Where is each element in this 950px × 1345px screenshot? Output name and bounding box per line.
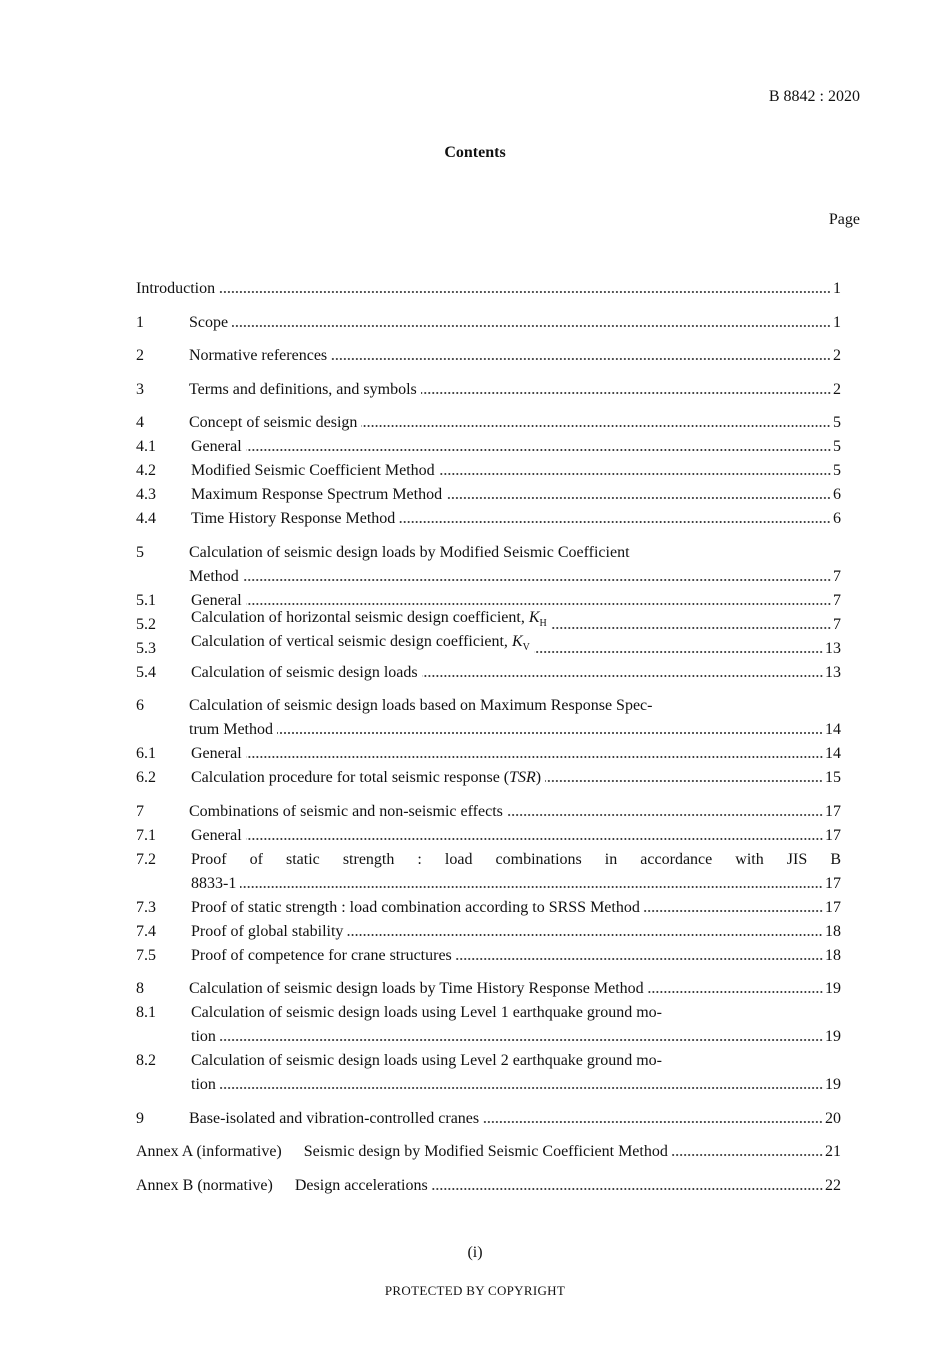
toc-entry-8-2-cont[interactable] [136,1073,841,1097]
toc-page: 1 [833,280,841,297]
toc-page: 22 [825,1176,841,1194]
dot-leader [421,390,831,396]
dot-leader [422,673,823,679]
toc-entry-7-3[interactable] [136,896,841,920]
toc-title [191,766,541,790]
toc-title-line1: Calculation of seismic design loads using Level 1 earthquake ground mo- [191,1004,662,1021]
toc-page: 7 [833,591,841,609]
dot-leader [243,577,831,583]
toc-title-line2: 8833-1 [191,874,237,892]
page-title: Contents [444,144,506,161]
toc-title: General [191,591,242,609]
toc-entry-5-3[interactable] [136,633,841,661]
toc-title-text: Calculation procedure for total seismic response ( [191,769,510,786]
toc-entry-5[interactable] [136,541,841,565]
dot-leader [232,323,831,329]
toc-entry-7[interactable] [136,800,841,824]
toc-entry-8-2[interactable] [136,1049,841,1073]
toc-entry-4-2[interactable] [136,459,841,483]
dot-leader [507,812,823,818]
dot-leader [399,519,831,525]
toc-page: 18 [825,922,841,940]
toc-entry-6-1[interactable] [136,742,841,766]
toc-entry-8-1-cont[interactable] [136,1025,841,1049]
toc-page: 7 [833,567,841,585]
dot-leader [534,649,823,655]
toc-number: 7.5 [136,946,156,964]
dot-leader [240,884,823,890]
toc-number: 4.4 [136,510,156,527]
dot-leader [446,495,831,501]
toc-title-text: Calculation of horizontal seismic design coefficient, [191,609,529,627]
copyright-notice: PROTECTED BY COPYRIGHT [384,1283,566,1298]
toc-page: 19 [825,1076,841,1093]
footer-page-number: (i) [467,1244,483,1261]
standard-number: B 8842 : 2020 [768,88,860,105]
toc-number: 6.2 [136,769,156,786]
toc-title: Proof of static strength : load combination according to SRSS Method [191,898,640,916]
toc-title-line2: tion [191,1028,216,1045]
toc-title-line2: trum Method [189,721,273,738]
toc-title: Maximum Response Spectrum Method [191,486,443,503]
toc-page: 5 [833,414,841,431]
toc-title [191,630,530,660]
toc-page: 6 [833,510,841,527]
toc-title: Proof of competence for crane structures [191,946,452,964]
toc-title: Design accelerations [294,1176,428,1194]
toc-entry-8-1[interactable] [136,1001,841,1025]
toc-title: Scope [189,313,229,331]
toc-entry-6[interactable] [136,694,841,718]
symbol-subscript: H [539,618,547,630]
toc-number: 2 [136,347,144,364]
toc-page: 1 [833,313,841,331]
toc-entry-4-1[interactable] [136,435,841,459]
dot-leader [545,778,823,784]
toc-number: 1 [136,313,144,331]
symbol: TSR [509,769,536,786]
dot-leader [361,423,831,429]
toc-entry-4[interactable] [136,411,841,435]
toc-number: 5.2 [136,615,156,633]
symbol-subscript: V [522,642,530,654]
toc-page: 2 [833,347,841,364]
dot-leader [246,754,823,760]
toc-entry-annex-b[interactable] [136,1174,841,1198]
toc-title-line1: Calculation of seismic design loads based on Maximum Response Spec- [189,697,653,714]
dot-leader [672,1152,823,1158]
page-column-heading: Page [828,211,860,228]
toc-number: 7.2 [136,850,156,868]
toc-number: 8 [136,980,144,997]
toc-page: 7 [833,615,841,633]
toc-number: 4 [136,414,144,431]
toc-entry-6-2[interactable] [136,766,841,790]
toc-title: Normative references [189,347,328,364]
toc-title: Concept of seismic design [189,414,358,431]
dot-leader [347,932,823,938]
dot-leader [220,1085,823,1091]
toc-number: 6 [136,697,144,714]
toc-page: 2 [833,380,841,398]
toc-title: Modified Seismic Coefficient Method [191,462,435,479]
toc-page: 13 [825,639,841,657]
toc-number: 7.1 [136,826,156,844]
toc-number: 4.2 [136,462,156,479]
toc-number: 8.1 [136,1004,156,1021]
toc-page: 21 [825,1143,841,1160]
toc-entry-introduction[interactable] [136,277,841,301]
toc-page: 5 [833,438,841,455]
toc-entry-annex-a[interactable] [136,1140,841,1164]
dot-leader [331,356,831,362]
toc-entry-7-1[interactable] [136,824,841,848]
toc-title-line2: Method [189,567,239,585]
toc-number: 8.2 [136,1052,156,1069]
toc-number: 6.1 [136,745,156,762]
table-of-contents [136,277,841,1198]
dot-leader [456,956,823,962]
toc-title-line1: Proof of static strength : load combinations in accordance with JIS B [191,850,841,868]
toc-title: Time History Response Method [191,510,396,527]
dot-leader [277,730,823,736]
toc-title: Introduction [136,280,216,297]
toc-page: 18 [825,946,841,964]
toc-title: Calculation of seismic design loads by Time History Response Method [189,980,644,997]
toc-title: Base-isolated and vibration-controlled cranes [189,1109,480,1127]
dot-leader [246,447,831,453]
toc-title-text: Calculation of vertical seismic design coefficient, [191,633,512,651]
toc-entry-5-4[interactable] [136,661,841,685]
toc-title: Calculation of seismic design loads [191,663,418,681]
toc-entry-4-4[interactable] [136,507,841,531]
toc-number: 9 [136,1109,144,1127]
dot-leader [483,1119,823,1125]
toc-number: 5.3 [136,639,156,657]
toc-number: 7.3 [136,898,156,916]
toc-title: Terms and definitions, and symbols [189,380,417,398]
toc-title-end: ) [535,769,542,786]
toc-entry-3[interactable] [136,378,841,402]
annex-label: Annex A (informative) [136,1143,282,1160]
toc-title: General [191,745,242,762]
toc-entry-7-2[interactable] [136,848,841,872]
toc-page: 19 [825,980,841,997]
toc-entry-7-5[interactable] [136,944,841,968]
toc-page: 14 [825,745,841,762]
toc-entry-8[interactable] [136,977,841,1001]
toc-title: Seismic design by Modified Seismic Coefficient Method [303,1143,668,1160]
toc-entry-9[interactable] [136,1107,841,1131]
toc-number: 7 [136,802,144,820]
toc-number: 4.3 [136,486,156,503]
toc-page: 13 [825,663,841,681]
symbol: K [528,609,540,627]
toc-title: Proof of global stability [191,922,344,940]
toc-entry-6-cont[interactable] [136,718,841,742]
dot-leader [220,1037,823,1043]
dot-leader [246,836,823,842]
toc-number: 5.1 [136,591,156,609]
toc-page: 15 [825,769,841,786]
toc-entry-7-2-cont[interactable] [136,872,841,896]
dot-leader [648,989,823,995]
toc-page: 17 [825,898,841,916]
toc-title: General [191,438,242,455]
dot-leader [432,1186,823,1192]
toc-page: 17 [825,826,841,844]
toc-title: General [191,826,242,844]
toc-title-line1: Calculation of seismic design loads by Modified Seismic Coefficient [189,543,630,561]
toc-entry-4-3[interactable] [136,483,841,507]
toc-page: 17 [825,802,841,820]
toc-title-line1: Calculation of seismic design loads using Level 2 earthquake ground mo- [191,1052,662,1069]
toc-page: 20 [825,1109,841,1127]
toc-entry-7-4[interactable] [136,920,841,944]
toc-number: 4.1 [136,438,156,455]
toc-page: 17 [825,874,841,892]
toc-number: 5 [136,543,144,561]
symbol: K [511,633,523,651]
dot-leader [219,289,831,295]
toc-entry-1[interactable] [136,311,841,335]
dot-leader [551,625,831,631]
toc-title: Combinations of seismic and non-seismic effects [189,802,503,820]
toc-number: 7.4 [136,922,156,940]
toc-page: 5 [833,462,841,479]
toc-number: 3 [136,380,144,398]
toc-title-line2: tion [191,1076,216,1093]
toc-page: 19 [825,1028,841,1045]
toc-page: 14 [825,721,841,738]
toc-entry-5-cont[interactable] [136,565,841,589]
dot-leader [644,908,823,914]
toc-number: 5.4 [136,663,156,681]
annex-label: Annex B (normative) [136,1176,273,1194]
toc-page: 6 [833,486,841,503]
toc-entry-2[interactable] [136,344,841,368]
dot-leader [439,471,831,477]
